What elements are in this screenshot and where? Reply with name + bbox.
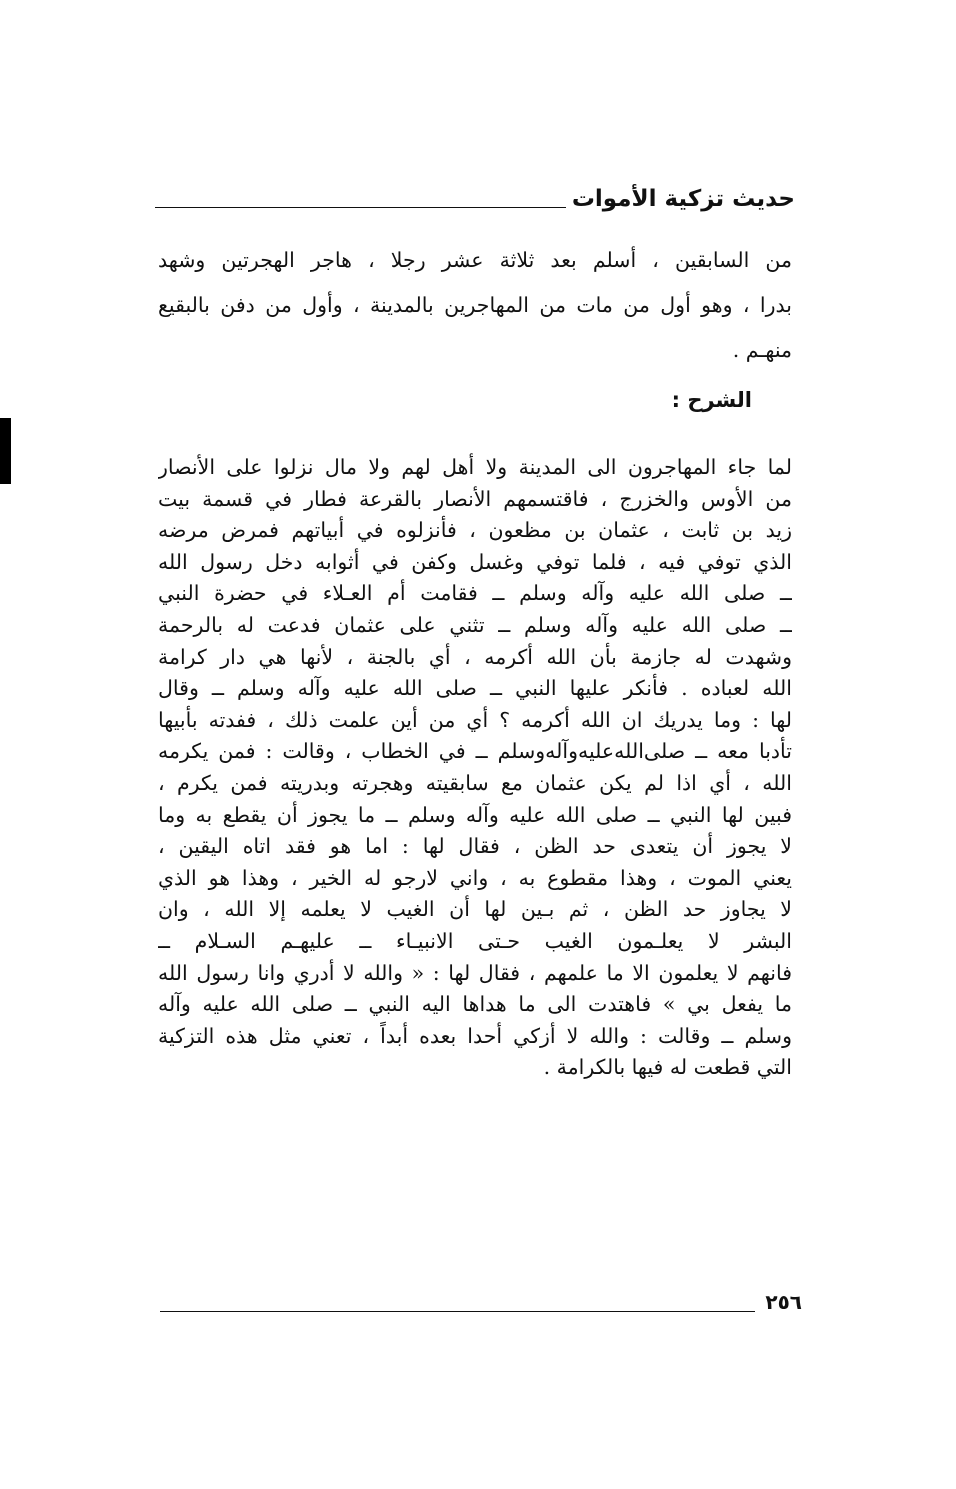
body-line: فانهم لا يعلمون الا ما علمهم ، فقال لها : « والله لا أدري وانا رسول الله [158, 960, 792, 985]
body-line: التي قطعت له فيها بالكرامة . [543, 1055, 792, 1080]
intro-paragraph [158, 238, 792, 373]
footer-rule [160, 1311, 755, 1312]
commentary-paragraph [158, 452, 792, 1084]
body-line: لما جاء المهاجرون الى المدينة ولا أهل لهم ولا مال نزلوا على الأنصار [158, 455, 792, 479]
intro-line: من السابقين ، أسلم بعد ثلاثة عشر رجلا ، هاجر الهجرتين وشهد [158, 248, 792, 272]
body-line: الله لعباده . فأنكر عليها النبي ــ صلى الله عليه وآله وسلم ــ وقال [158, 676, 792, 701]
body-line: ــ صلى الله عليه وآله وسلم ــ تثني على عثمان فدعت له بالرحمة [158, 612, 792, 637]
header-title: حديث تزكية الأموات [571, 186, 795, 212]
body-line: من الأوس والخزرج ، فاقتسمهم الأنصار بالقرعة فطار في قسمة بيت [158, 486, 792, 511]
body-line: ما يفعل بي » فاهتدت الى ما هداها اليه النبي ــ صلى الله عليه وآله [158, 992, 792, 1017]
header-rule [155, 207, 566, 208]
section-heading: الشرح : [671, 388, 752, 412]
intro-line: منهـم . [732, 338, 792, 362]
page-number: ٢٥٦ [765, 1290, 802, 1314]
body-line: لا يجوز أن يتعدى حد الظن ، فقال لها : اما هو فقد اتاه اليقين ، [158, 834, 792, 859]
body-line: تأدبا معه ــ صلى‌الله‌عليه‌وآله‌وسلم ــ في الخطاب ، وقالت : فمن يكرمه [158, 739, 792, 764]
body-line: لها : وما يدريك ان الله أكرمه ؟ أي من أين علمت ذلك ، ففدته بأبيها [158, 707, 792, 732]
body-line: الله ، أي اذا لم يكن عثمان مع سابقيته وهجرته وبدريته فمن يكرم ، [158, 770, 792, 795]
scan-edge-mark [0, 418, 11, 484]
intro-line: بدرا ، وهو أول من مات من المهاجرين بالمدينة ، وأول من دفن بالبقيع [158, 293, 792, 317]
body-line: وشهدت له جازمة بأن الله أكرمه ، أي بالجنة ، لأنها هي دار كرامة [158, 644, 792, 669]
body-line: ــ صلى الله عليه وآله وسلم ــ فقامت أم العـلاء في حضرة النبي [158, 581, 792, 606]
body-line: البشر لا يعلـمون الغيب حـتى الانبيـاء ــ عليهـم السـلام ــ [158, 928, 792, 953]
body-line: لا يجاوز حد الظن ، ثم بـين لها أن الغيب لا يعلمه إلا الله ، وان [158, 897, 792, 922]
body-line: فبين لها النبي ــ صلى الله عليه وآله وسلم ــ ما يجوز أن يقطع به وما [158, 802, 792, 827]
body-line: زيد بن ثابت ، عثمان بن مظعون ، فأنزلوه في أبياتهم فمرض مرضه [158, 518, 792, 543]
running-header [155, 176, 795, 216]
page-footer [160, 1282, 802, 1322]
body-line: وسلم ــ وقالت : والله لا أزكي أحدا بعده أبداً ، تعني مثل هذه التزكية [158, 1023, 792, 1048]
body-line: الذي توفي فيه ، فلما توفي وغسل وكفن في أثوابه دخل رسول الله [158, 549, 792, 574]
body-line: يعني الموت ، وهذا مقطوع به ، واني لارجو له الخير ، وهذا هو الذي [158, 865, 792, 890]
